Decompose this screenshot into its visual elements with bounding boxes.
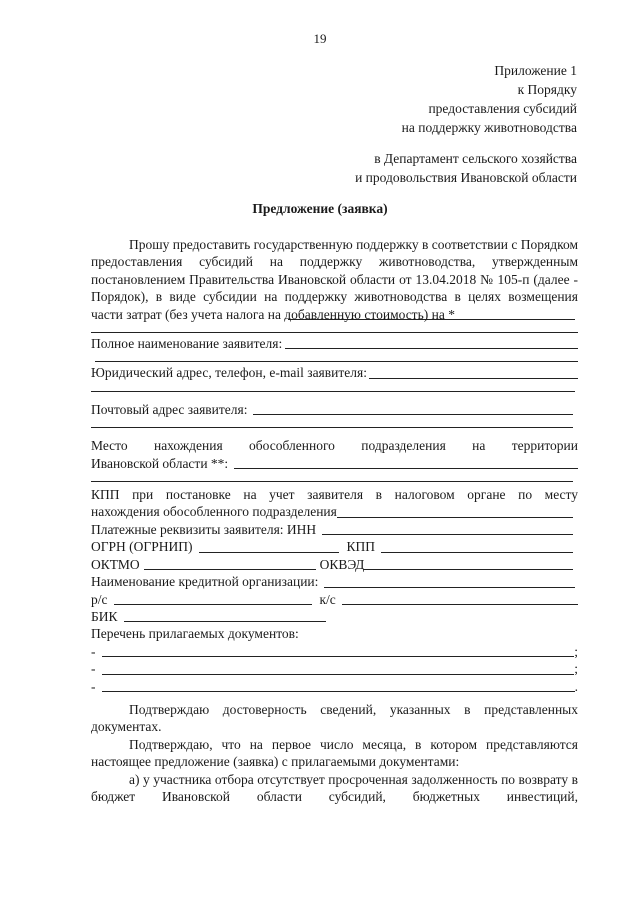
branch-location-label-2: Ивановской области **: xyxy=(91,455,229,471)
rs-field[interactable] xyxy=(114,603,312,605)
branch-location-row xyxy=(91,455,578,472)
accounts-row xyxy=(91,591,578,608)
legal-address-row xyxy=(91,364,578,381)
inn-row xyxy=(91,521,578,538)
oktmo-field[interactable] xyxy=(144,568,316,570)
appendix-line: Приложение 1 xyxy=(494,63,577,78)
blank-line[interactable] xyxy=(95,352,578,362)
bank-field[interactable] xyxy=(324,586,575,588)
document-field[interactable] xyxy=(102,673,575,675)
bank-label: Наименование кредитной организации: xyxy=(91,574,319,590)
inn-label: Платежные реквизиты заявителя: ИНН xyxy=(91,521,317,537)
ogrn-kpp-row xyxy=(91,538,578,555)
full-name-field[interactable] xyxy=(285,347,578,349)
blank-line[interactable] xyxy=(91,323,578,333)
legal-address-field[interactable] xyxy=(369,377,578,379)
ks-field[interactable] xyxy=(342,603,578,605)
kpp-branch-field[interactable] xyxy=(337,516,573,518)
list-end-mark: ; xyxy=(574,643,578,659)
document-title: Предложение (заявка) xyxy=(252,201,388,216)
ogrn-field[interactable] xyxy=(199,551,339,553)
addressee-line: и продовольствия Ивановской области xyxy=(355,170,577,185)
intro-fill-line[interactable] xyxy=(288,319,575,320)
addressee-block xyxy=(355,149,577,187)
bik-field[interactable] xyxy=(124,620,326,622)
appendix-line: к Порядку xyxy=(517,82,577,97)
legal-address-label: Юридический адрес, телефон, e-mail заявителя: xyxy=(91,365,367,381)
document-field[interactable] xyxy=(102,655,575,657)
list-dash: - xyxy=(91,661,96,677)
postal-address-field[interactable] xyxy=(253,413,573,415)
full-name-label: Полное наименование заявителя: xyxy=(91,336,283,352)
appendix-line: на поддержку животноводства xyxy=(401,120,577,135)
postal-address-label: Почтовый адрес заявителя: xyxy=(91,401,248,417)
oktmo-label: ОКТМО xyxy=(91,556,140,572)
blank-line[interactable] xyxy=(91,382,575,392)
confirm-paragraph-1: Подтверждаю достоверность сведений, указанных в представленных документах. xyxy=(91,701,578,735)
ks-label: к/с xyxy=(319,591,336,607)
rs-label: р/с xyxy=(91,591,108,607)
bik-label: БИК xyxy=(91,608,118,624)
appendix-line: предоставления субсидий xyxy=(428,101,577,116)
form-body xyxy=(91,236,578,805)
kpp-label: КПП xyxy=(346,539,376,555)
blank-line[interactable] xyxy=(91,472,573,482)
document-field[interactable] xyxy=(102,690,575,692)
intro-paragraph xyxy=(91,236,578,323)
kpp-branch-row xyxy=(91,503,578,520)
blank-line[interactable] xyxy=(91,418,573,428)
kpp-field[interactable] xyxy=(381,551,573,553)
list-end-mark: . xyxy=(574,678,578,694)
okved-label: ОКВЭД xyxy=(319,556,365,572)
inn-field[interactable] xyxy=(322,533,573,535)
document-list-item xyxy=(91,678,578,695)
bank-row xyxy=(91,573,578,590)
document-list-item xyxy=(91,660,578,677)
full-name-row xyxy=(91,335,578,352)
documents-list-label: Перечень прилагаемых документов: xyxy=(91,626,299,642)
branch-location-label: Место нахождения обособленного подразделения на территории xyxy=(91,438,578,454)
document-list-item xyxy=(91,643,578,660)
bik-row xyxy=(91,608,578,625)
kpp-branch-label: КПП при постановке на учет заявителя в налоговом органе по месту xyxy=(91,487,578,503)
oktmo-okved-row xyxy=(91,556,578,573)
item-a-paragraph: а) у участника отбора отсутствует просроченная задолженность по возврату в бюджет Ивановской области субсидий, бюджетных инвестиций, xyxy=(91,771,578,804)
list-dash: - xyxy=(91,678,96,694)
branch-location-field[interactable] xyxy=(234,467,578,469)
appendix-header xyxy=(402,61,577,137)
list-dash: - xyxy=(91,643,96,659)
confirm-paragraph-2: Подтверждаю, что на первое число месяца, в котором представляются настоящее предложение (заявка) с прилагаемыми документами: xyxy=(91,736,578,770)
okved-field[interactable] xyxy=(364,568,573,570)
addressee-line: в Департамент сельского хозяйства xyxy=(374,151,577,166)
page-number: 19 xyxy=(313,31,327,46)
list-end-mark: ; xyxy=(574,661,578,677)
kpp-branch-label-2: нахождения обособленного подразделения xyxy=(91,504,337,520)
postal-address-row xyxy=(91,401,578,418)
ogrn-label: ОГРН (ОГРНИП) xyxy=(91,539,193,555)
intro-text: Прошу предоставить государственную поддержку в соответствии с Порядком предоставления субсидий на поддержку животноводства, утвержденным постановлением Правительства Ивановской области от 13.04.2018 № 105-п (далее - Порядок), в виде субсидии на поддержку животноводства в целях возмещения части затрат (без учета налога на добавленную стоимость) на * xyxy=(91,237,578,322)
